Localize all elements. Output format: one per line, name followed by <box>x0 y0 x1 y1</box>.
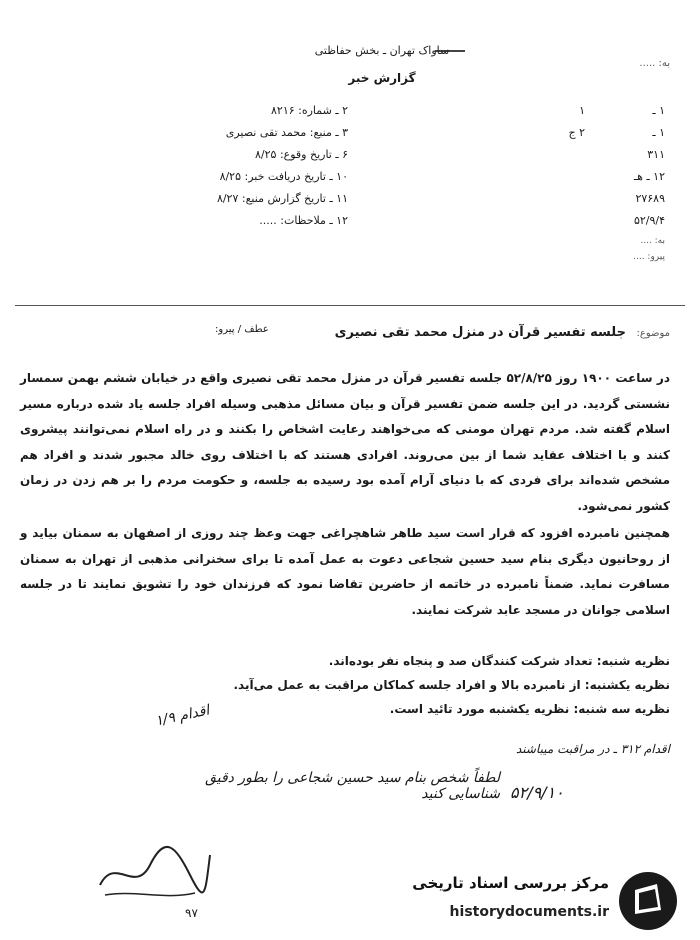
archive-logo-name: مرکز بررسی اسناد تاریخی <box>412 874 609 892</box>
note-line: نظریه شنبه: تعداد شرکت کنندگان صد و پنجاه نفر بوده‌اند. <box>328 654 670 668</box>
meta-right-row: ۱ ـ <box>652 126 665 139</box>
meta-right-row: ۲۷۶۸۹ <box>635 192 665 205</box>
body-paragraph: در ساعت ۱۹۰۰ روز ۵۲/۸/۲۵ جلسه تفسیر قرآن در منزل محمد تقی نصیری واقع در خیابان ششم بهمن سمسار نشستی گردید. در این جلسه ضمن تفسیر قرآن و بیان مسائل مذهبی وسیله افراد جلسه یاد شده درباره مسیر اسلام گفته شد. مردم تهران مومنی که می‌خواهند رعایت اشخاص را بکنند و در راه اسلام نمی‌توانند پیشروی کنند و با اختلاف عقاید شما از بین می‌روند. افرادی هستند که با اختلاف روی خالد مجبور شدند و افراد هم مشخص شده‌اند برای فردی که با دنیای آرام آمده بود رسیده به جلسه، و حکومت مردم را بر هم زدن در زمان کشور نمی‌شود. <box>20 371 670 513</box>
meta-mid-row: ۱ <box>579 104 585 117</box>
body-paragraph: همچنین نامبرده افزود که قرار است سید طاهر شاهچراغی جهت وعظ چند روزی از اصفهان به سمنان بیاید و از روحانیون دیگری بنام سید حسین شجاعی دعوت به عمل آمده تا برای سخنرانی مذهبی از تهران به سمنان مسافرت نماید. ضمناً نامبرده در خاتمه از حاضرین تقاضا نمود که فرزندان خود را تشویق نمایند تا در جلسه اسلامی جوانان در مسجد عابد شرکت نمایند. <box>20 526 670 617</box>
meta-right-row: ۳۱۱ <box>647 148 665 161</box>
meta-right-small-row: پیرو: .... <box>633 252 665 262</box>
meta-right-small-row: به: .... <box>640 236 665 246</box>
meta-right-row: ۱۲ ـ هـ <box>633 170 665 183</box>
meta-left-row: ۱۲ ـ ملاحظات: ..... <box>259 214 348 227</box>
meta-right-block <box>585 100 665 232</box>
handwritten-instruction: لطفاً شخص بنام سید حسین شجاعی را بطور دقیق شناسایی کنید <box>205 770 500 802</box>
meta-right-small-block <box>585 233 665 265</box>
meta-left-block <box>108 100 348 232</box>
note-line: نظریه یکشنبه: از نامبرده بالا و افراد جلسه کماکان مراقبت به عمل می‌آید. <box>233 678 670 692</box>
meta-left-row: ۳ ـ منبع: محمد تقی نصیری <box>225 126 348 139</box>
meta-mid-row: ۲ ج <box>568 126 585 139</box>
archive-logo-url: historydocuments.ir <box>449 904 609 920</box>
archive-logo-icon <box>617 870 679 932</box>
subject-text: جلسه تفسیر قرآن در منزل محمد تقی نصیری <box>334 325 626 340</box>
meta-left-row: ۶ ـ تاریخ وقوع: ۸/۲۵ <box>255 148 348 161</box>
report-title: گزارش خبر <box>348 71 416 85</box>
bottom-number: ۹۷ <box>185 906 198 920</box>
note-line: نظریه سه شنبه: نظریه یکشنبه مورد تائید است. <box>389 702 670 716</box>
subject-label: موضوع: <box>636 328 670 339</box>
meta-left-row: ۱۱ ـ تاریخ گزارش منبع: ۸/۲۷ <box>216 192 348 205</box>
meta-left-row: ۲ ـ شماره: ۸۲۱۶ <box>271 104 348 117</box>
archive-logo <box>395 868 685 934</box>
analyst-notes <box>20 650 670 722</box>
meta-right-row: ۵۲/۹/۴ <box>633 214 665 227</box>
signature-scribble <box>95 835 215 905</box>
meta-right-row: ۱ ـ <box>652 104 665 117</box>
handwritten-date: ۵۲/۹/۱۰ <box>510 783 564 802</box>
top-right-label: به: ..... <box>639 58 670 69</box>
report-header <box>292 44 472 85</box>
divider <box>15 305 685 306</box>
handwritten-corner-note: اقدام ۱/۹ <box>153 702 211 730</box>
report-body <box>20 366 670 625</box>
meta-mid-block <box>485 100 585 144</box>
top-stamp-text: ساواک تهران ـ بخش حفاظتی <box>314 44 450 57</box>
meta-left-row: ۱۰ ـ تاریخ دریافت خبر: ۸/۲۵ <box>219 170 348 183</box>
handwritten-action-line: اقدام ۳۱۲ ـ در مراقبت میباشند <box>515 742 670 756</box>
subject-line <box>335 325 670 340</box>
reference-label: عطف / پیرو: <box>215 324 269 335</box>
